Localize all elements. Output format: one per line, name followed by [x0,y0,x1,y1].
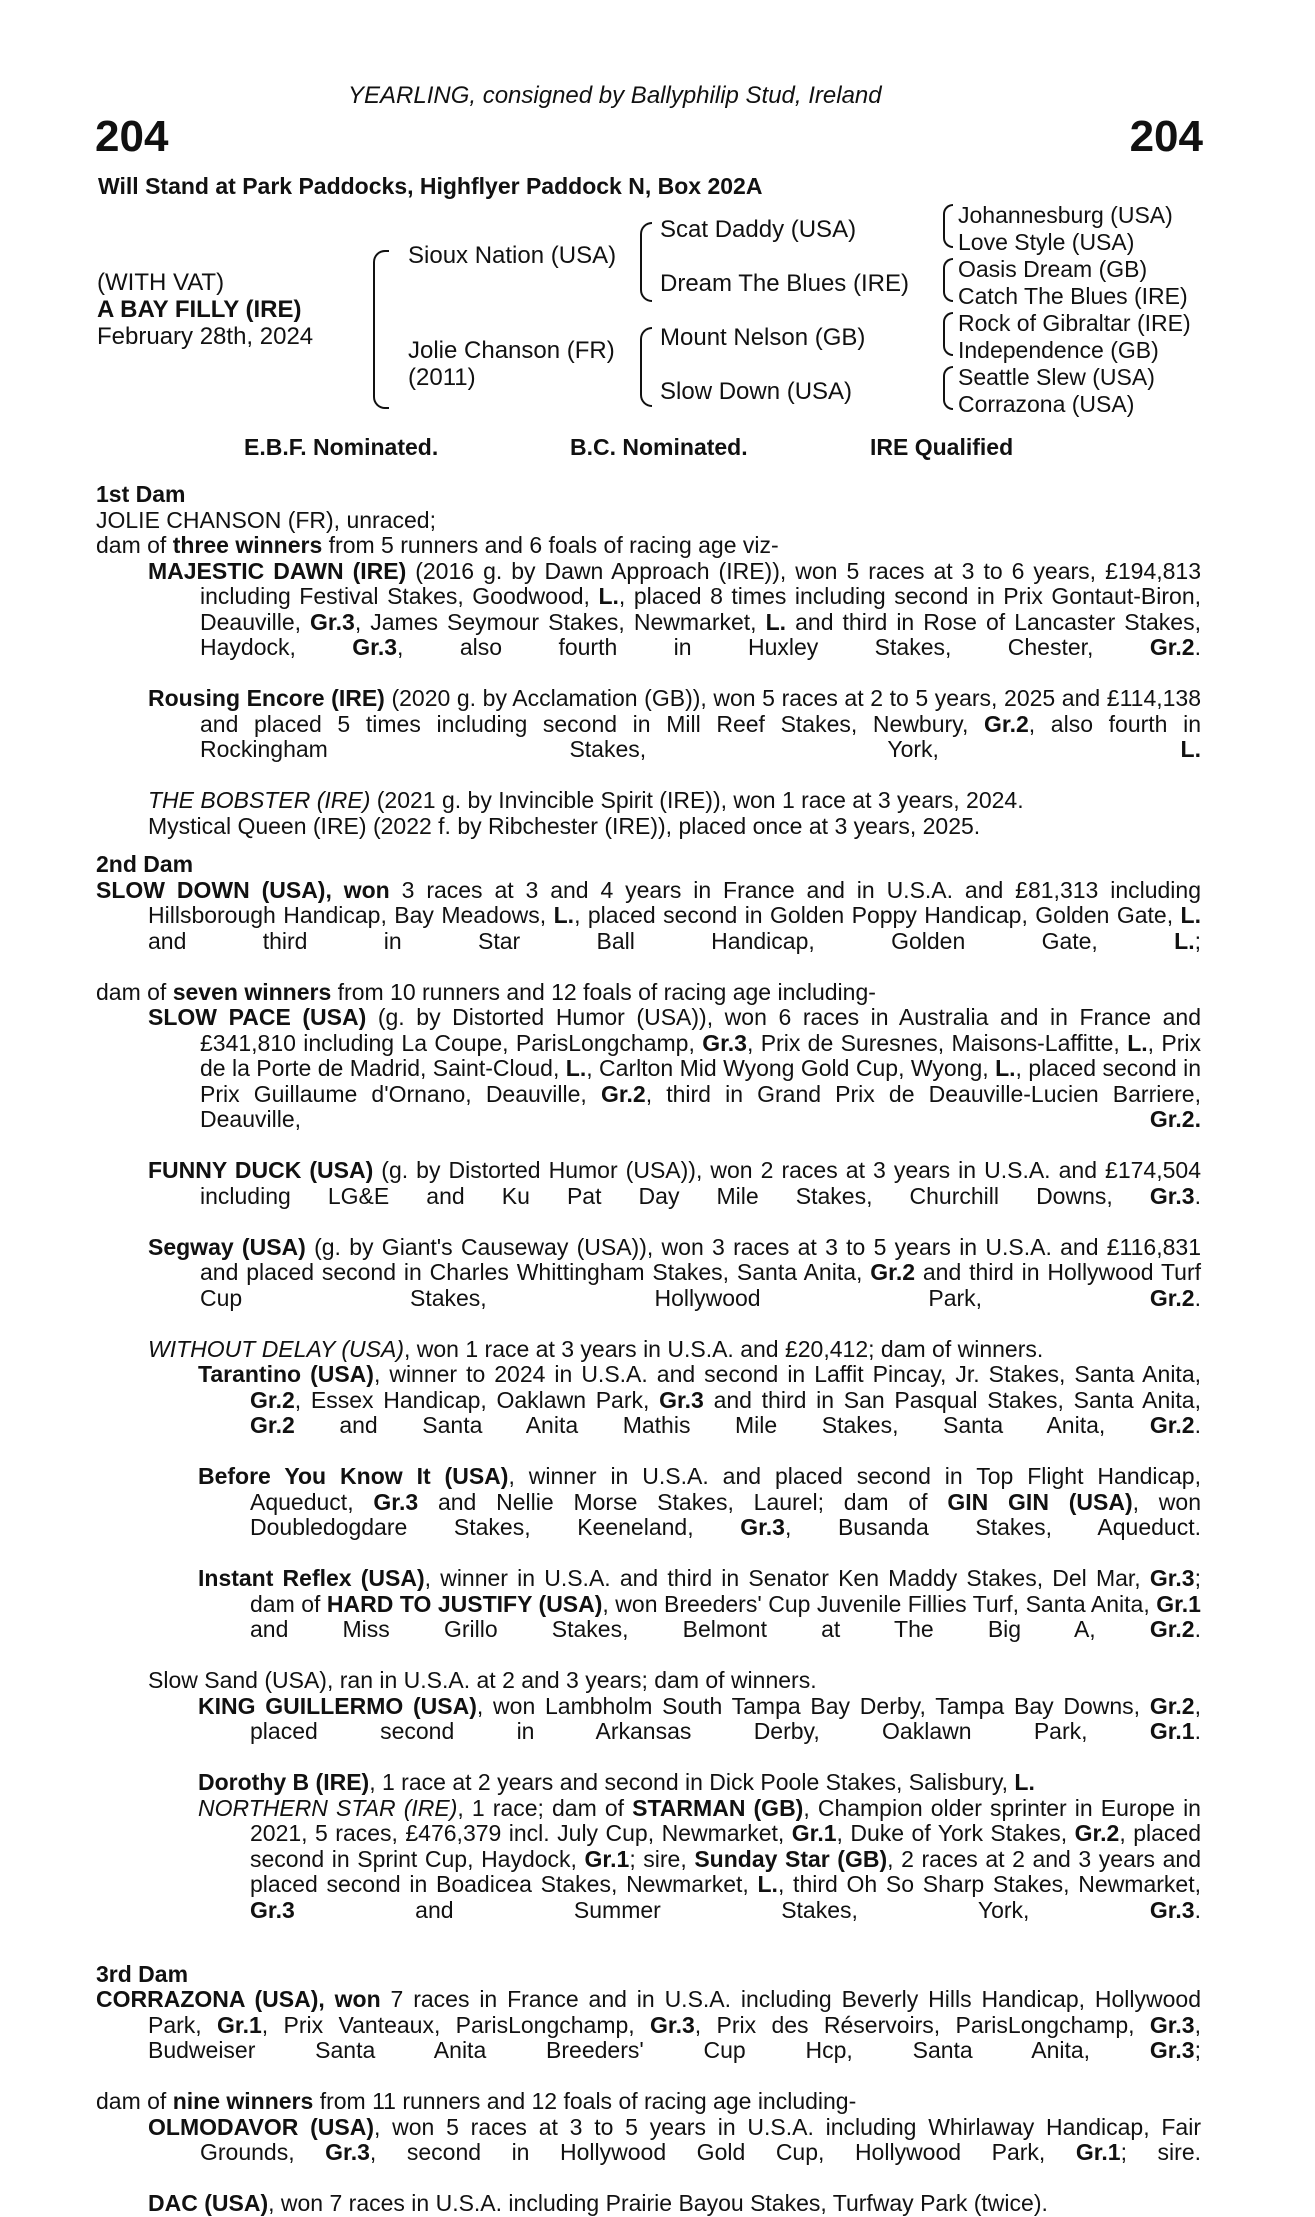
second-dam-produce-summary: dam of seven winners from 10 runners and 12 foals of racing age including- [96,978,876,1005]
produce-slow-pace: SLOW PACE (USA) (g. by Distorted Humor (USA)), won 6 races in Australia and in France and £341,810 including La Coupe, ParisLongchamp, Gr.3, Prix de Suresnes, Maisons-Laffitte, L., Prix de la Porte de Madrid, Saint-Cloud, L., Carlton Mid Wyong Gold Cup, Wyong, L., placed second in Prix Guillaume d'Ornano, Deauville, Gr.2, third in Grand Prix de Deauville-Lucien Barriere, Deauville, Gr.2. [148,1004,1202,1132]
foaling-date: February 28th, 2024 [97,323,314,350]
produce-rousing-encore: Rousing Encore (IRE) (2020 g. by Acclamation (GB)), won 5 races at 2 to 5 years, 2025 and £114,138 and placed 5 times including second in Mill Reef Stakes, Newbury, Gr.2, also fourth in Rockingham Stakes, York, L. [148,685,1202,762]
third-dam-record: CORRAZONA (USA), won 7 races in France and in U.S.A. including Beverly Hills Handicap, Hollywood Park, Gr.1, Prix Vanteaux, ParisLongchamp, Gr.3, Prix des Réservoirs, ParisLongchamp, Gr.3, Budweiser Santa Anita Breeders' Cup Hcp, Santa Anita, Gr.3; [96,1986,1201,2063]
pedigree-brace-dam [640,327,652,407]
pedigree-brace-g3 [943,312,953,356]
produce-dac: DAC (USA), won 7 races in U.S.A. including Prairie Bayou Stakes, Turfway Park (twice). [148,2190,1048,2216]
ebf-nomination: E.B.F. Nominated. [244,434,439,460]
sire-name: Sioux Nation (USA) [408,242,617,269]
pedigree-brace-main [373,250,389,409]
ire-qualified: IRE Qualified [870,434,1014,460]
produce-majestic-dawn: MAJESTIC DAWN (IRE) (2016 g. by Dawn Approach (IRE)), won 5 races at 3 to 6 years, £194,813 including Festival Stakes, Goodwood, L., placed 8 times including second in Prix Gontaut-Biron, Deauville, Gr.3, James Seymour Stakes, Newmarket, L. and third in Rose of Lancaster Stakes, Haydock, Gr.3, also fourth in Huxley Stakes, Chester, Gr.2. [148,557,1202,660]
pedigree-brace-g1 [943,204,953,248]
sire-dam-name: Dream The Blues (IRE) [660,270,909,297]
lot-number-left: 204 [95,112,169,161]
dam-sire-name: Mount Nelson (GB) [660,324,866,351]
ancestor-1: Johannesburg (USA) [958,202,1173,228]
produce-slow-sand: Slow Sand (USA), ran in U.S.A. at 2 and 3 years; dam of winners. [148,1667,817,1693]
ancestor-3: Oasis Dream (GB) [958,256,1148,282]
first-dam-heading: 1st Dam [96,481,186,507]
pedigree-brace-g2 [943,258,953,302]
grandproduce-instant-reflex: Instant Reflex (USA), winner in U.S.A. and third in Senator Ken Maddy Stakes, Del Mar, Gr.3; dam of HARD TO JUSTIFY (USA), won Breeders' Cup Juvenile Fillies Turf, Santa Anita, Gr.1 and Miss Grillo Stakes, Belmont at The Big A, Gr.2. [198,1565,1201,1642]
third-dam-heading: 3rd Dam [96,1960,189,1987]
grandproduce-king-guillermo: KING GUILLERMO (USA), won Lambholm South Tampa Bay Derby, Tampa Bay Downs, Gr.2, placed second in Arkansas Derby, Oaklawn Park, Gr.1. [198,1692,1201,1744]
pedigree-brace-g4 [943,366,953,410]
third-dam-produce-summary: dam of nine winners from 11 runners and 12 foals of racing age including- [96,2088,857,2114]
ancestor-7: Seattle Slew (USA) [958,364,1155,390]
horse-name: A BAY FILLY (IRE) [97,296,302,323]
grandproduce-dorothy-b: Dorothy B (IRE), 1 race at 2 years and second in Dick Poole Stakes, Salisbury, L. [198,1769,1035,1795]
ancestor-6: Independence (GB) [958,337,1159,363]
consignment-line: YEARLING, consigned by Ballyphilip Stud, Ireland [348,82,882,109]
first-dam-intro: JOLIE CHANSON (FR), unraced; [96,506,436,533]
ancestor-8: Corrazona (USA) [958,391,1135,417]
stabling-line: Will Stand at Park Paddocks, Highflyer Paddock N, Box 202A [98,173,763,199]
ancestor-5: Rock of Gibraltar (IRE) [958,310,1191,336]
first-dam-produce-summary: dam of three winners from 5 runners and 6 foals of racing age viz- [96,532,779,558]
grandproduce-northern-star: NORTHERN STAR (IRE), 1 race; dam of STARMAN (GB), Champion older sprinter in Europe in 2021, 5 races, £476,379 incl. July Cup, Newmarket, Gr.1, Duke of York Stakes, Gr.2, placed second in Sprint Cup, Haydock, Gr.1; sire, Sunday Star (GB), 2 races at 2 and 3 years and placed second in Boadicea Stakes, Newmarket, L., third Oh So Sharp Stakes, Newmarket, Gr.3 and Summer Stakes, York, Gr.3. [198,1794,1202,1923]
produce-olmodavor: OLMODAVOR (USA), won 5 races at 3 to 5 years in U.S.A. including Whirlaway Handicap, Fair Grounds, Gr.3, second in Hollywood Gold Cup, Hollywood Park, Gr.1; sire. [148,2113,1201,2165]
sire-sire-name: Scat Daddy (USA) [660,216,857,243]
ancestor-2: Love Style (USA) [958,229,1135,255]
dam-dam-name: Slow Down (USA) [660,378,853,405]
second-dam-record: SLOW DOWN (USA), won 3 races at 3 and 4 years in France and in U.S.A. and £81,313 including Hillsborough Handicap, Bay Meadows, L., placed second in Golden Poppy Handicap, Golden Gate, L. and third in Star Ball Handicap, Golden Gate, L.; [96,876,1202,954]
lot-number-right: 204 [1129,112,1203,161]
produce-without-delay: WITHOUT DELAY (USA), won 1 race at 3 years in U.S.A. and £20,412; dam of winners. [148,1335,1044,1362]
second-dam-heading: 2nd Dam [96,851,194,877]
grandproduce-tarantino: Tarantino (USA), winner to 2024 in U.S.A. and second in Laffit Pincay, Jr. Stakes, Santa Anita, Gr.2, Essex Handicap, Oaklawn Park, Gr.3 and third in San Pasqual Stakes, Santa Anita, Gr.2 and Santa Anita Mathis Mile Stakes, Santa Anita, Gr.2. [198,1361,1201,1438]
produce-the-bobster: THE BOBSTER (IRE) (2021 g. by Invincible Spirit (IRE)), won 1 race at 3 years, 2024. [148,787,1024,813]
grandproduce-before-you-know-it: Before You Know It (USA), winner in U.S.A. and placed second in Top Flight Handicap, Aqueduct, Gr.3 and Nellie Morse Stakes, Laurel; dam of GIN GIN (USA), won Doubledogdare Stakes, Keeneland, Gr.3, Busanda Stakes, Aqueduct. [198,1463,1201,1540]
produce-segway: Segway (USA) (g. by Giant's Causeway (USA)), won 3 races at 3 to 5 years in U.S.A. and £116,831 and placed second in Charles Whittingham Stakes, Santa Anita, Gr.2 and third in Hollywood Turf Cup Stakes, Hollywood Park, Gr.2. [148,1233,1201,1311]
dam-name: Jolie Chanson (FR) [408,337,615,364]
vat-note: (WITH VAT) [97,269,225,296]
catalogue-body [96,482,1201,2217]
produce-mystical-queen: Mystical Queen (IRE) (2022 f. by Ribchester (IRE)), placed once at 3 years, 2025. [148,812,981,839]
ancestor-4: Catch The Blues (IRE) [958,283,1188,309]
produce-funny-duck: FUNNY DUCK (USA) (g. by Distorted Humor (USA)), won 2 races at 3 years in U.S.A. and £174,504 including LG&E and Ku Pat Day Mile Stakes, Churchill Downs, Gr.3. [148,1157,1201,1209]
bc-nomination: B.C. Nominated. [570,434,748,460]
dam-year: (2011) [408,364,476,391]
pedigree-brace-sire [640,222,652,302]
